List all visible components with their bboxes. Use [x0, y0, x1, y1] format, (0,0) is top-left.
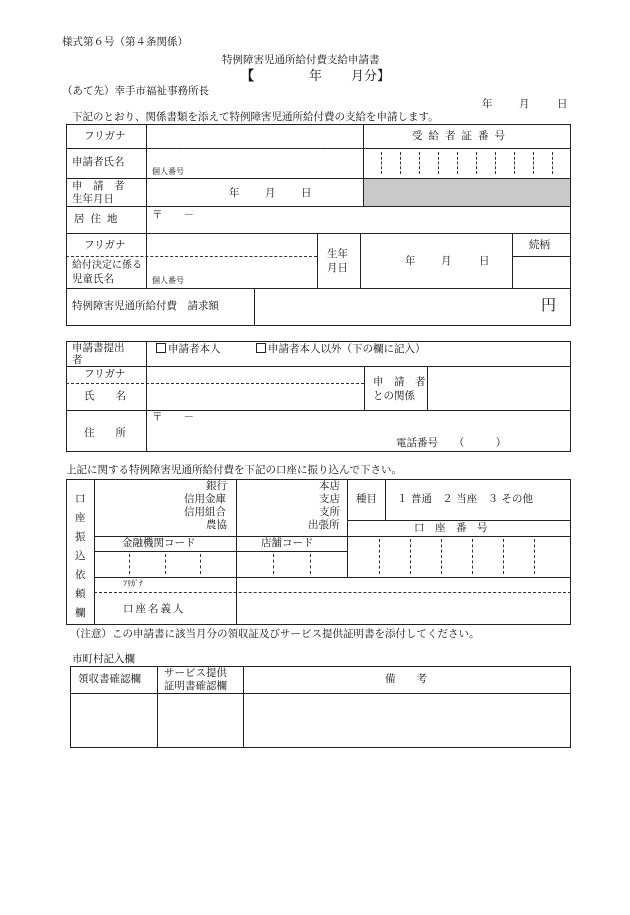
bank-type-shinkin: 信用金庫 [184, 493, 226, 505]
bank-side-char: 込 [75, 550, 86, 562]
bank-side-char: 欄 [75, 607, 86, 619]
address-label: 居住地 [74, 213, 124, 225]
account-type-options: １ 普通 ２ 当座 ３ その他 [397, 493, 534, 505]
date-day: 日 [557, 98, 568, 110]
holder-furigana-label: ﾌﾘｶﾞﾅ [123, 579, 143, 588]
submitter-table [66, 341, 571, 452]
birth-month: 月 [265, 187, 276, 199]
bank-type-bank: 銀行 [206, 480, 227, 492]
child-personal-number-label: 個人番号 [152, 276, 184, 285]
submitter-relation-label-1: 申 請 者 [373, 376, 426, 388]
service-check-label-2: 証明書確認欄 [164, 680, 227, 692]
period-month: 月分】 [351, 69, 391, 84]
option-other[interactable] [256, 343, 426, 355]
relation-label: 続柄 [529, 239, 550, 251]
form-number: 様式第６号（第４条関係） [62, 36, 188, 48]
applicant-postal-mark: 〒 － [152, 209, 194, 221]
submitter-relation-label-2: との関係 [373, 390, 415, 402]
addressee: （あて先）幸手市福祉事務所長 [62, 85, 209, 97]
applicant-birth-label-1: 申 請 者 [72, 180, 125, 192]
bank-side-char: 依 [75, 569, 86, 581]
bank-side-char: 口 [75, 493, 86, 505]
holder-name-label: 口座名義人 [123, 603, 186, 615]
date-year: 年 [482, 98, 493, 110]
checkbox-self[interactable] [156, 343, 166, 353]
child-birth-label-1: 生年 [327, 248, 348, 260]
branch-shutchojo: 出張所 [308, 519, 340, 531]
checkbox-other[interactable] [256, 343, 266, 353]
child-birth-year: 年 [405, 255, 416, 267]
phone-label: 電話番号 （ ） [396, 437, 507, 449]
personal-number-label: 個人番号 [152, 167, 184, 176]
note-text: （注意）この申請書に該当月分の領収証及びサービス提供証明書を添付してください。 [70, 628, 480, 640]
child-furigana-label: フリガナ [84, 239, 126, 251]
option-self-text: 申請者本人 [168, 343, 221, 355]
branch-code-label: 店舗コード [261, 537, 314, 549]
municipal-title: 市町村記入欄 [72, 653, 135, 665]
branch-honten: 本店 [319, 480, 340, 492]
applicant-name-label: 申請者氏名 [72, 156, 125, 168]
submitter-postal-mark: 〒 － [152, 411, 194, 423]
bank-intro: 上記に関する特例障害児通所給付費を下記の口座に振り込んで下さい。 [66, 464, 402, 476]
period-year: 年 [309, 69, 323, 84]
service-check-label-1: サービス提供 [164, 667, 227, 679]
bank-type-nokyo: 農協 [206, 519, 227, 531]
submitter-name-label: 氏 名 [84, 390, 126, 402]
receipt-check-label: 領収書確認欄 [78, 673, 141, 685]
submitter-label-2: 者 [72, 354, 83, 366]
bank-code-label: 金融機関コード [122, 537, 196, 549]
intro-text: 下記のとおり、関係書類を添えて特例障害児通所給付費の支給を申請します。 [72, 111, 439, 123]
birth-day: 日 [301, 187, 312, 199]
branch-shisho: 支所 [319, 506, 340, 518]
cert-number-label: 受給者証番号 [412, 130, 511, 142]
submitter-furigana-label: フリガナ [84, 368, 126, 380]
applicant-birth-label-2: 生年月日 [72, 193, 114, 205]
option-self[interactable] [156, 343, 221, 355]
submitter-label-1: 申請書提出 [72, 342, 125, 354]
applicant-furigana-label: フリガナ [84, 130, 126, 142]
option-other-text: 申請者本人以外（下の欄に記入） [268, 343, 426, 355]
claim-label: 特例障害児通所給付費 請求額 [72, 300, 219, 312]
child-birth-day: 日 [479, 255, 490, 267]
child-name-label-2: 児童氏名 [72, 273, 114, 285]
remarks-label: 備 考 [385, 673, 427, 685]
bank-type-kumiai: 信用組合 [184, 506, 226, 518]
bank-side-char: 振 [75, 531, 86, 543]
account-number-label: 口 座 番 号 [414, 522, 488, 534]
period-open-bracket: 【 [241, 69, 255, 84]
yen-mark: 円 [541, 296, 557, 314]
shaded-cell [364, 179, 570, 206]
branch-shiten: 支店 [319, 493, 340, 505]
child-name-label-1: 給付決定に係る [72, 260, 142, 271]
date-month: 月 [519, 98, 530, 110]
child-birth-month: 月 [441, 255, 452, 267]
form-title: 特例障害児通所給付費支給申請書 [222, 54, 380, 66]
municipal-table [70, 666, 571, 748]
submitter-address-label: 住 所 [84, 427, 126, 439]
child-birth-label-2: 月日 [327, 262, 348, 274]
account-type-label: 種目 [356, 493, 377, 505]
bank-side-char: 座 [75, 512, 86, 524]
bank-side-char: 頼 [75, 588, 86, 600]
birth-year: 年 [229, 187, 240, 199]
